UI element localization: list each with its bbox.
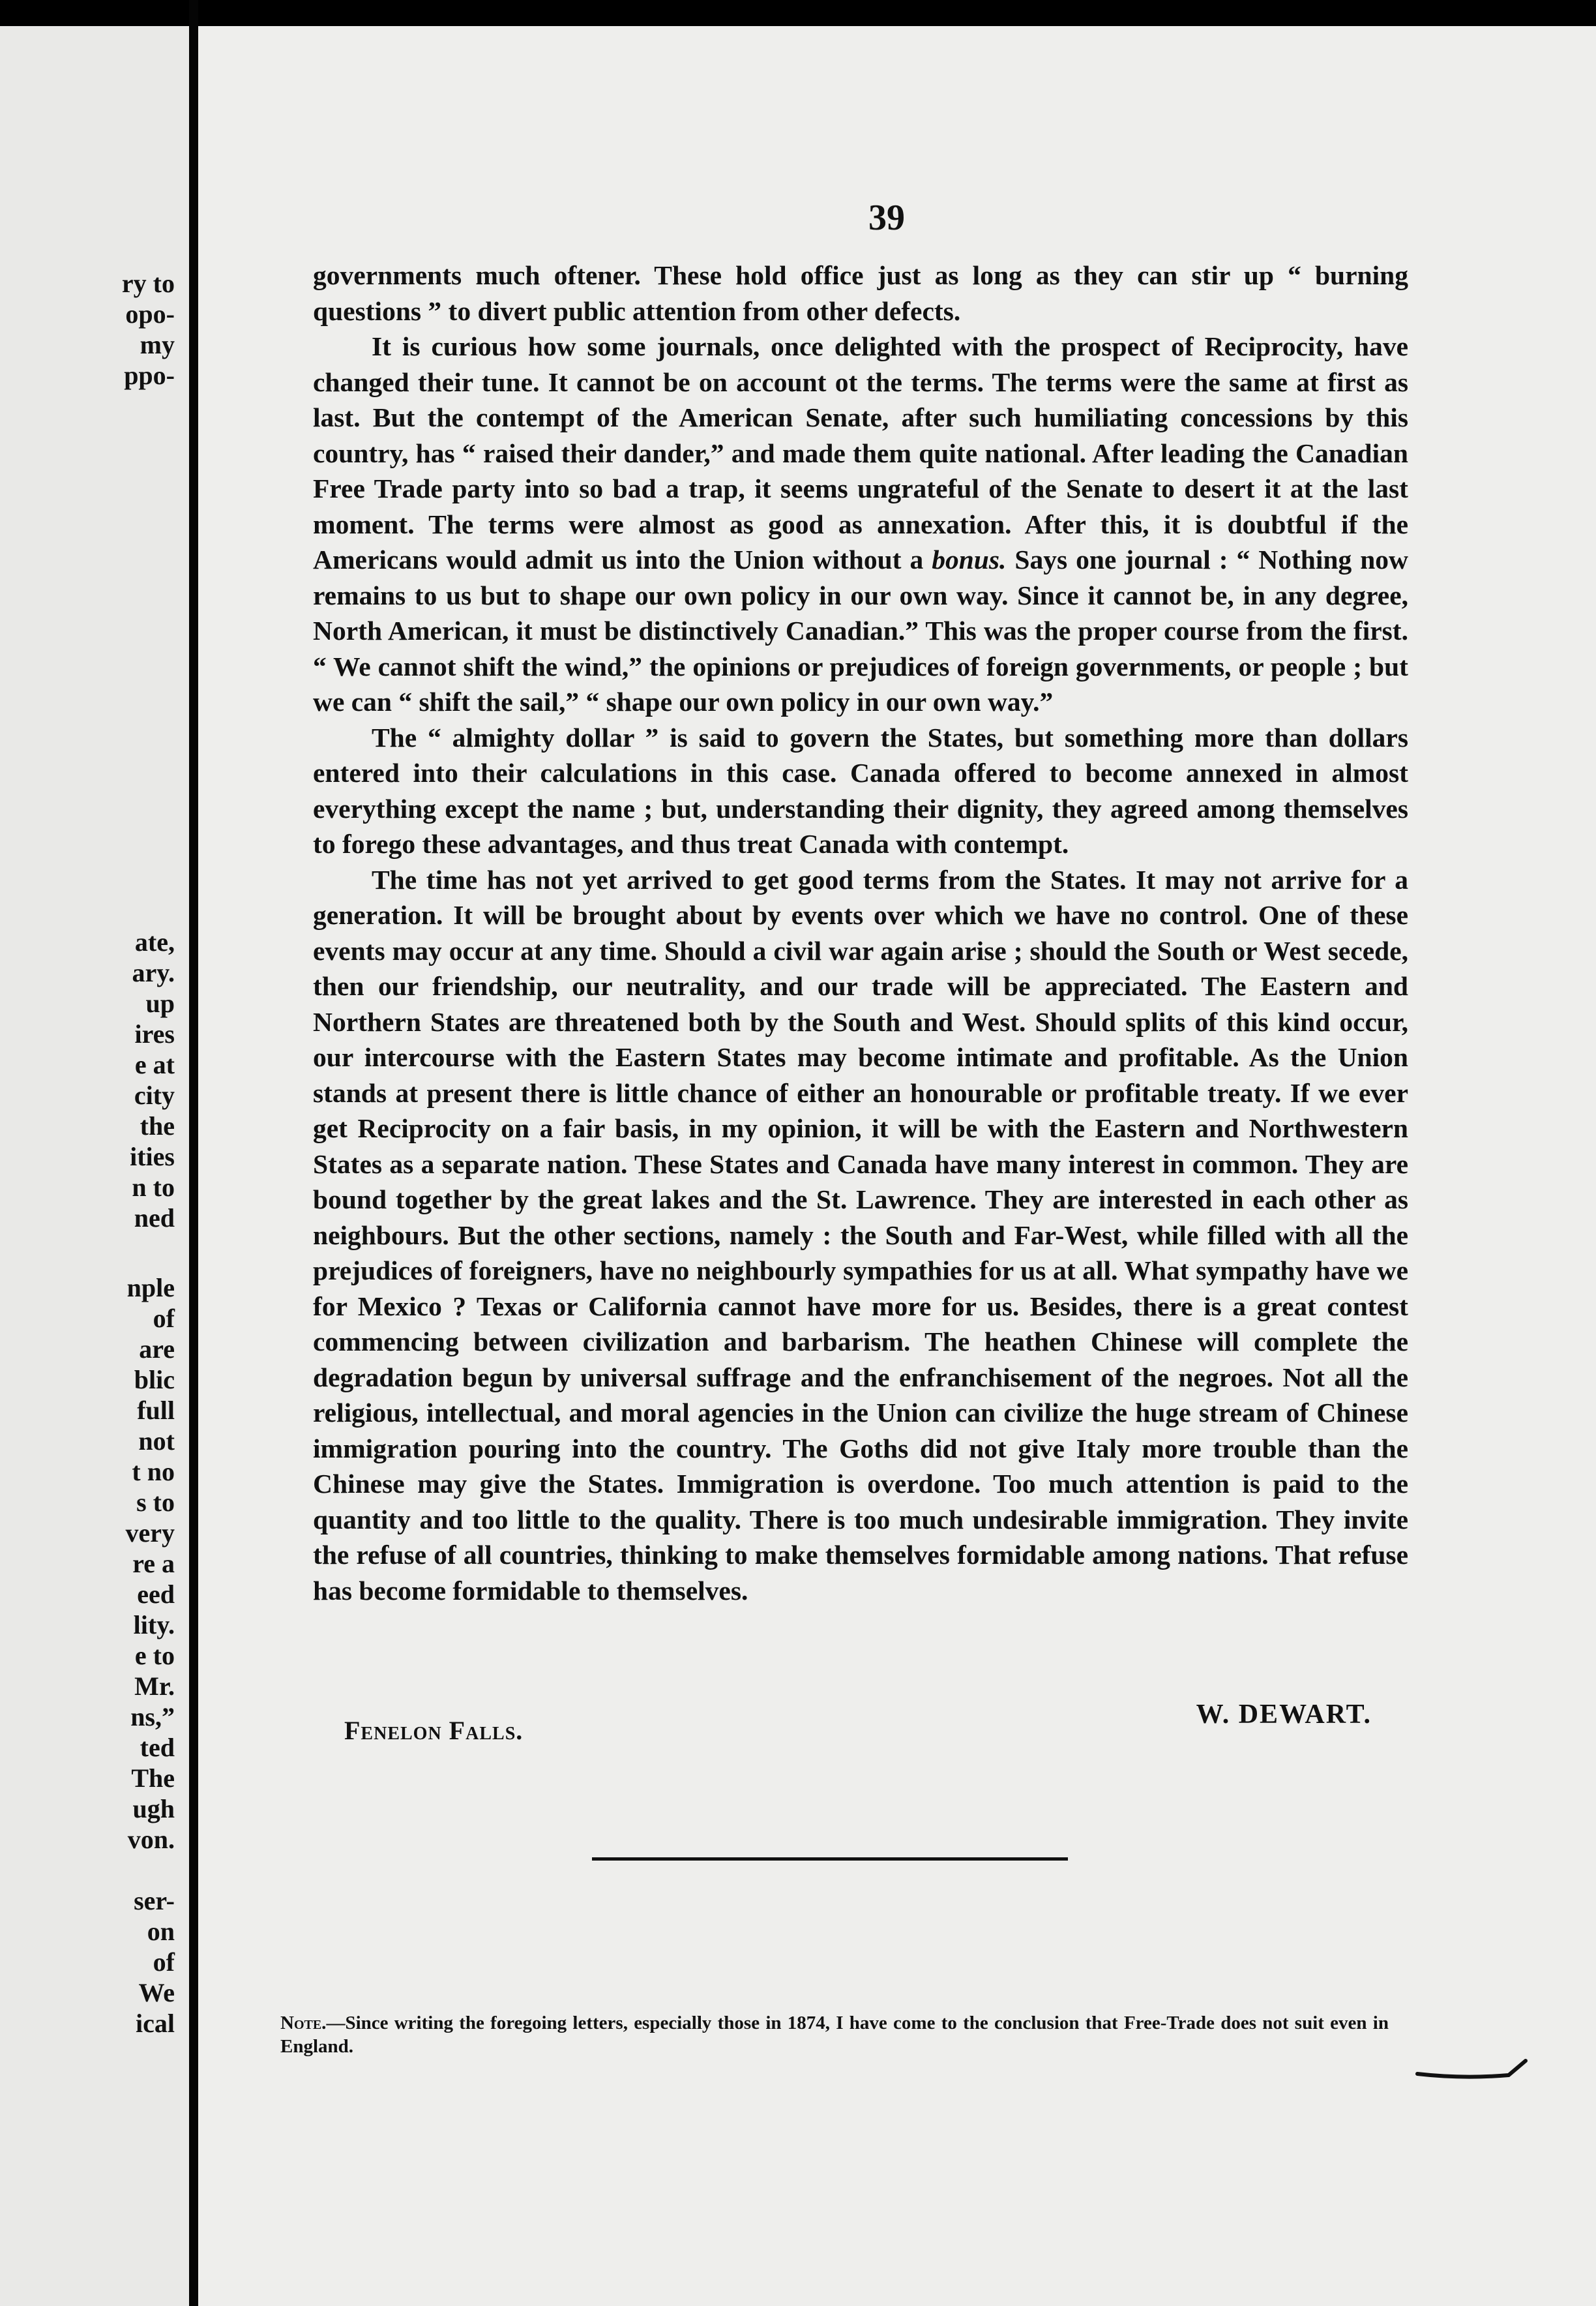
paragraph: governments much oftener. These hold office just as long as they can stir up “ burning questions ” to divert public attention from other defects. [313, 260, 1408, 326]
fragment: The [131, 1763, 175, 1793]
fragment: von. [127, 1825, 175, 1854]
fragment: ical [136, 2009, 175, 2038]
fragment: We [138, 1978, 175, 2007]
signature-author: W. DEWART. [1196, 1700, 1372, 1730]
fragment: ry to [121, 269, 175, 298]
body-text [313, 258, 1408, 1608]
fragment: up [145, 989, 175, 1018]
fragment: ned [134, 1203, 175, 1233]
fragment: re a [132, 1549, 175, 1578]
footnote-label: Note. [280, 2013, 327, 2033]
book-page [198, 26, 1596, 2306]
fragment: ns,” [130, 1702, 175, 1731]
fragment: t no [132, 1457, 175, 1486]
previous-page-edge [0, 26, 189, 2306]
paragraph: The “ almighty dollar ” is said to govern the States, but something more than dollars entered into their calculations in this case. Canada offered to become annexed in almost everything except the name ; but, understanding their dignity, they agreed among themselves to forego these advantages, and thus treat Canada with contempt. [313, 722, 1408, 859]
fragment: e at [134, 1050, 175, 1079]
fragment: s to [136, 1488, 175, 1517]
section-divider [592, 1857, 1068, 1861]
footnote [280, 2011, 1389, 2058]
fragment: ary. [132, 958, 175, 987]
fragment: very [125, 1518, 175, 1548]
fragment: opo- [125, 299, 175, 329]
fragment: n to [132, 1173, 175, 1202]
fragment: blic [134, 1365, 175, 1394]
paragraph-text: Says one journal : “ Nothing now remains to us but to shape our own policy in our own way. Since it cannot be, in any degree, North American, it must be distinctively Canadian.” This was the proper course from the first. “ We cannot shift the wind,” the opinions or prejudices of foreign governments, or people ; but we can “ shift the sail,” “ shape our own policy in our own way.” [313, 545, 1409, 717]
fragment: city [134, 1081, 175, 1110]
fragment: nple [126, 1273, 175, 1302]
fragment: ted [140, 1733, 175, 1762]
fragment: ser- [134, 1886, 175, 1915]
italic-word: bonus. [932, 545, 1007, 575]
footnote-text: —Since writing the foregoing letters, especially those in 1874, I have come to the conclusion that Free-Trade does not suit even in England. [280, 2013, 1389, 2057]
signature-place: Fenelon Falls. [344, 1716, 524, 1745]
page-number: 39 [868, 198, 905, 238]
fragment: full [137, 1396, 175, 1425]
fragment: lity. [133, 1610, 175, 1640]
paragraph: The time has not yet arrived to get good terms from the States. It may not arrive for a generation. It will be brought about by events over which we have no control. One of these events may occur at any time. Should a civil war again arise ; should the South or West secede, then our friendship, our neutrality, and our trade will be appreciated. The Eastern and Northern States are threatened both by the South and West. Should splits of this kind occur, our intercourse with the Eastern States may become intimate and profitable. As the Union stands at present there is little chance of either an honourable or profitable treaty. If we ever get Reciprocity on a fair basis, in my opinion, it will be with the Eastern and Northwestern States as a separate nation. These States and Canada have many interest in common. They are bound together by the great lakes and the St. Lawrence. They are interested in each other as neighbours. But the other sections, namely : the South and Far-West, while filled with all the prejudices of foreigners, have no neighbourly sympathies for us at all. What sympathy have we for Mexico ? Texas or California cannot have more for us. Besides, there is a great contest commencing between civilization and barbarism. The heathen Chinese will complete the degradation begun by universal suffrage and the enfranchisement of the negroes. Not all the religious, intellectual, and moral agencies in the Union can civilize the huge stream of Chinese immigration pouring into the country. The Goths did not give Italy more trouble than the Chinese may give the States. Immigration is overdone. Too much attention is paid to the quantity and too little to the quality. There is too much undesirable immigration. They invite the refuse of all countries, thinking to make themselves formidable among nations. That refuse has become formidable to themselves. [313, 864, 1408, 1606]
fragment: ate, [134, 927, 175, 957]
fragment: the [140, 1111, 175, 1141]
fragment: ities [130, 1142, 175, 1171]
fragment: ppo- [124, 361, 175, 390]
fragment: e to [134, 1641, 175, 1670]
fragment: on [147, 1917, 175, 1946]
ink-mark [1411, 2048, 1596, 2087]
fragment: ires [134, 1019, 175, 1049]
fragment: not [138, 1426, 175, 1456]
fragment: of [153, 1304, 175, 1333]
fragment: Mr. [134, 1671, 175, 1701]
fragment: eed [137, 1580, 175, 1609]
fragment: are [139, 1334, 175, 1364]
fragment: my [140, 330, 175, 359]
paragraph-text: It is curious how some journals, once delighted with the prospect of Reciprocity, have changed their tune. It cannot be on account ot the terms. The terms were the same at first as last. But the contempt of the American Senate, after such humiliating concessions by this country, has “ raised their dander,” and made them quite national. After leading the Canadian Free Trade party into so bad a trap, it seems ungrateful of the Senate to desert it at the last moment. The terms were almost as good as annexation. After this, it is doubtful if the Americans would admit us into the Union without a [313, 331, 1408, 575]
fragment: of [153, 1947, 175, 1977]
paragraph [313, 329, 1408, 720]
fragment: ugh [132, 1794, 175, 1823]
book-gutter [189, 0, 198, 2306]
